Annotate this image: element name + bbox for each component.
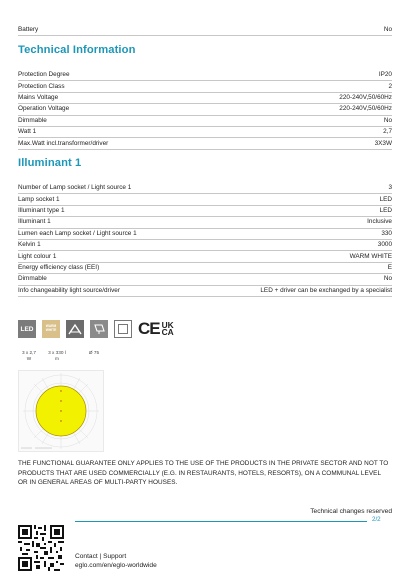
illuminant-table: [18, 183, 392, 297]
website-link[interactable]: eglo.com/en/eglo-worldwide: [75, 562, 157, 570]
fixture-icon: [90, 320, 108, 338]
spec-label: Light colour 1: [18, 252, 57, 260]
light-distribution-diagram: [18, 370, 104, 452]
warm-label: WARM: [45, 324, 57, 329]
spec-label: Battery: [18, 26, 39, 34]
spec-row: [18, 81, 392, 92]
watt-caption-line-1: 3 x 2,7: [21, 350, 37, 355]
spec-value: LED: [379, 195, 392, 203]
footer-divider: [75, 521, 367, 522]
spec-value: 2: [388, 82, 392, 90]
spec-value: LED + driver can be exchanged by a specialist: [260, 286, 392, 294]
spec-value: Inclusive: [367, 218, 392, 226]
spec-value: No: [383, 26, 392, 34]
technical-information-heading: Technical Information: [18, 44, 136, 56]
spec-row: [18, 263, 392, 274]
spec-label: Lumen each Lamp socket / Light source 1: [18, 229, 137, 237]
spec-label: Lamp socket 1: [18, 195, 60, 203]
spec-value: LED: [379, 206, 392, 214]
spec-row: [18, 274, 392, 285]
spec-label: Protection Class: [18, 82, 65, 90]
technical-table: [18, 70, 392, 150]
spec-row: [18, 127, 392, 138]
battery-row-container: [18, 25, 392, 36]
warm-white-icon: [42, 320, 60, 338]
spec-row: [18, 183, 392, 194]
spec-row: [18, 116, 392, 127]
spec-value: No: [383, 116, 392, 124]
spec-value: No: [383, 275, 392, 283]
spec-row: [18, 138, 392, 149]
spec-value: IP20: [378, 71, 392, 79]
spec-row: [18, 206, 392, 217]
spec-label: Illuminant 1: [18, 218, 51, 226]
lumen-caption-line-1: 3 x 330 l: [48, 350, 66, 355]
qr-code-icon[interactable]: [18, 525, 64, 571]
contact-support-link[interactable]: Contact | Support: [75, 553, 127, 560]
spec-value: E: [387, 263, 392, 271]
spec-row: [18, 217, 392, 228]
spec-value: 2,7: [383, 128, 392, 136]
spec-row: [18, 70, 392, 81]
illuminant-heading: Illuminant 1: [18, 157, 82, 169]
spec-label: Mains Voltage: [18, 93, 59, 101]
guarantee-notice: THE FUNCTIONAL GUARANTEE ONLY APPLIES TO THE USE OF THE PRODUCTS IN THE PRIVATE SECTOR AND NOT TO PRODUCTS THAT ARE USED COMMERCIALLY (E.G. IN RESTAURANTS, HOTELS, RESORTS), ON A COMMUNAL LEVEL OR IN GENERAL AREAS OF MULTI-PARTY HOUSES.: [18, 460, 389, 487]
page-number: 2/2: [372, 516, 381, 523]
spec-row: [18, 251, 392, 262]
diameter-caption-text: Ø 75: [88, 350, 100, 355]
product-icons: [18, 320, 174, 338]
spec-row: [18, 229, 392, 240]
diameter-caption: [86, 350, 102, 356]
spec-label: Dimmable: [18, 116, 47, 124]
protection-class-icon: [114, 320, 132, 338]
spec-value: 3X3W: [374, 139, 392, 147]
watt-caption: [18, 350, 40, 362]
certification-marks: [138, 320, 174, 338]
beam-angle-icon: [66, 320, 84, 338]
illuminant-section: [18, 157, 392, 169]
white-label: WHITE: [45, 328, 57, 332]
spec-value: 330: [381, 229, 392, 237]
spec-value: 3: [388, 184, 392, 192]
spec-row: [18, 286, 392, 297]
lumen-caption-line-2: m: [55, 356, 59, 361]
spec-label: Operation Voltage: [18, 105, 70, 113]
technical-information-section: [18, 44, 392, 56]
spec-label: Kelvin 1: [18, 241, 41, 249]
spec-value: 220-240V,50/60Hz: [339, 105, 392, 113]
spec-label: Protection Degree: [18, 71, 70, 79]
spec-value: 3000: [377, 241, 392, 249]
led-icon-label: LED: [20, 325, 34, 333]
spec-row-battery: [18, 25, 392, 36]
contact-block: [75, 552, 157, 570]
spec-label: Dimmable: [18, 275, 47, 283]
ca-label: CA: [161, 327, 174, 337]
spec-row: [18, 104, 392, 115]
ce-mark-icon: CE: [138, 319, 160, 338]
led-icon: [18, 320, 36, 338]
technical-changes-note: Technical changes reserved: [310, 508, 392, 515]
spec-label: Info changeability light source/driver: [18, 286, 120, 294]
ukca-mark-icon: [161, 319, 174, 337]
uk-label: UK: [161, 319, 174, 330]
spec-label: Watt 1: [18, 128, 37, 136]
spec-row: [18, 240, 392, 251]
spec-value: WARM WHITE: [349, 252, 392, 260]
spec-value: 220-240V,50/60Hz: [339, 93, 392, 101]
spec-label: Energy efficiency class (EEI): [18, 263, 100, 271]
spec-row: [18, 93, 392, 104]
spec-label: Max.Watt incl.transformer/driver: [18, 139, 109, 147]
spec-row: [18, 194, 392, 205]
spec-label: Number of Lamp socket / Light source 1: [18, 184, 132, 192]
lumen-caption: [44, 350, 70, 362]
spec-label: Illuminant type 1: [18, 206, 65, 214]
watt-caption-line-2: W: [26, 356, 32, 361]
